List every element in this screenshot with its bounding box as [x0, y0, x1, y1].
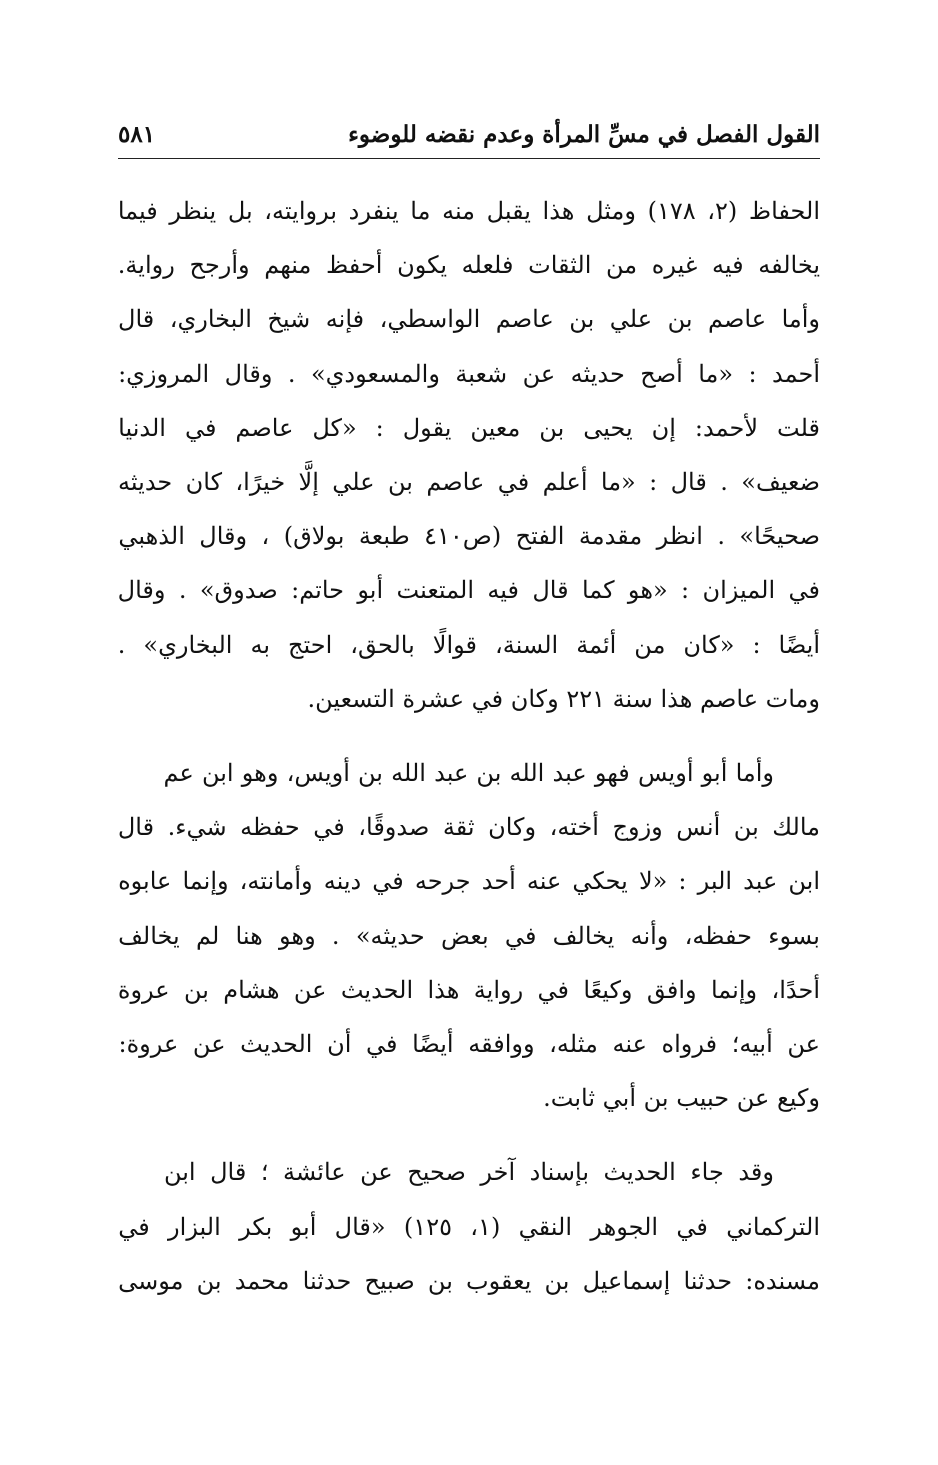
header-rule [118, 158, 820, 159]
text-line: مسنده: حدثنا إسماعيل بن يعقوب بن صبيح حدثنا محمد بن موسى [118, 1266, 820, 1295]
page-number: ٥٨١ [118, 121, 156, 148]
text-line: أحدًا، وإنما وافق وكيعًا في رواية هذا الحديث عن هشام بن عروة [117, 975, 820, 1004]
text-line: ابن عبد البر : «لا يحكي عنه أحد جرحه في دينه وأمانته، وإنما عابوه [118, 867, 820, 896]
text-line: قلت لأحمد: إن يحيى بن معين يقول : «كل عاصم في الدنيا [118, 413, 820, 442]
text-line: مالك بن أنس وزوج أخته، وكان ثقة صدوقًا، في حفظه شيء. قال [117, 813, 820, 842]
paragraph-1 [118, 184, 820, 726]
text-line: الحفاظ (٢، ١٧٨) ومثل هذا يقبل منه ما ينفرد بروايته، بل ينظر فيما [117, 197, 820, 225]
page-header [118, 110, 820, 160]
text-line: في الميزان : «هو كما قال فيه المتعنت أبو حاتم: صدوق» . وقال [117, 576, 820, 605]
text-line: عن أبيه؛ فرواه عنه مثله، ووافقه أيضًا في أن الحديث عن عروة: [118, 1030, 820, 1059]
text-line: وقد جاء الحديث بإسناد آخر صحيح عن عائشة ؛ قال ابن [163, 1158, 774, 1187]
text-line: ضعيف» . قال : «ما أعلم في عاصم بن علي إلَّا خيرًا، كان حديثه [118, 468, 820, 497]
text-line: صحيحًا» . انظر مقدمة الفتح (ص٤١٠ طبعة بولاق) ، وقال الذهبي [118, 522, 820, 551]
running-title: القول الفصل في مسِّ المرأة وعدم نقضه للوضوء [348, 121, 820, 148]
text-line: وكيع عن حبيب بن أبي ثابت. [543, 1084, 820, 1113]
text-line: بسوء حفظه، وأنه يخالف في بعض حديثه» . وهو هنا لم يخالف [118, 921, 820, 950]
text-line: يخالفه فيه غيره من الثقات فلعله يكون أحفظ منهم وأرجح رواية. [117, 251, 820, 280]
text-line: التركماني في الجوهر النقي (١، ١٢٥) «قال أبو بكر البزار في [118, 1212, 820, 1241]
paragraph-2 [118, 746, 820, 1125]
text-line: أيضًا : «كان من أئمة السنة، قوالًا بالحق، احتج به البخاري» . [117, 630, 820, 659]
text-line: وأما أبو أويس فهو عبد الله بن عبد الله بن أويس، وهو ابن عم [163, 759, 774, 788]
text-line: أحمد : «ما أصح حديثه عن شعبة والمسعودي» . وقال المروزي: [118, 359, 820, 388]
paragraph-3 [118, 1145, 820, 1308]
text-line: وأما عاصم بن علي بن عاصم الواسطي، فإنه شيخ البخاري، قال [118, 305, 820, 334]
page-body [118, 184, 820, 1308]
text-line: ومات عاصم هذا سنة ٢٢١ وكان في عشرة التسعين. [307, 684, 820, 713]
